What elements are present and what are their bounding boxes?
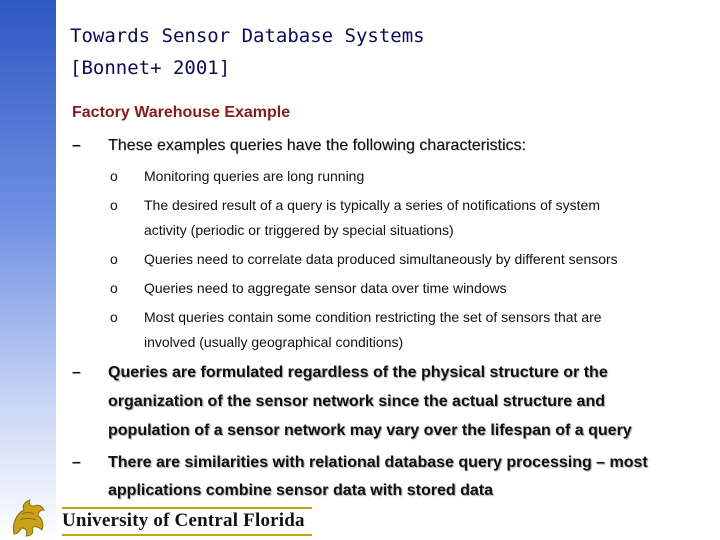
pegasus-icon bbox=[8, 498, 50, 538]
point-1-line-1: These examples queries have the following characteristics: bbox=[108, 137, 526, 154]
sub-bullet: o bbox=[110, 168, 118, 184]
subpoint-5-line-2: involved (usually geographical conditions) bbox=[144, 334, 404, 350]
title-line-2: [Bonnet+ 2001] bbox=[70, 57, 231, 79]
point-2-line-3: population of a sensor network may vary over the lifespan of a query bbox=[108, 422, 632, 439]
left-gradient-bar bbox=[0, 0, 56, 540]
sub-bullet: o bbox=[110, 197, 118, 213]
university-name: University of Central Florida bbox=[62, 510, 305, 531]
footer-logo bbox=[8, 496, 328, 540]
slide-title bbox=[70, 20, 690, 84]
dash-bullet: – bbox=[72, 364, 81, 381]
title-line-1: Towards Sensor Database Systems bbox=[70, 25, 425, 47]
sub-bullet: o bbox=[110, 309, 118, 325]
dash-bullet: – bbox=[72, 137, 81, 154]
subpoint-5-line-1: Most queries contain some condition restricting the set of sensors that are bbox=[144, 309, 602, 325]
point-3-line-1: There are similarities with relational database query processing – most bbox=[108, 454, 648, 471]
point-3-line-2: applications combine sensor data with stored data bbox=[108, 482, 493, 499]
subpoint-2-line-1: The desired result of a query is typically a series of notifications of system bbox=[144, 197, 600, 213]
subpoint-3-line-1: Queries need to correlate data produced simultaneously by different sensors bbox=[144, 251, 618, 267]
subpoint-2-line-2: activity (periodic or triggered by special situations) bbox=[144, 222, 454, 238]
subpoint-4-line-1: Queries need to aggregate sensor data over time windows bbox=[144, 280, 507, 296]
point-2-line-1: Queries are formulated regardless of the physical structure or the bbox=[108, 364, 608, 381]
subpoint-1-line-1: Monitoring queries are long running bbox=[144, 168, 365, 184]
point-2-line-2: organization of the sensor network since the actual structure and bbox=[108, 393, 605, 410]
sub-bullet: o bbox=[110, 280, 118, 296]
section-subtitle: Factory Warehouse Example bbox=[72, 104, 291, 121]
sub-bullet: o bbox=[110, 251, 118, 267]
logo-bottom-rule bbox=[62, 534, 312, 536]
dash-bullet: – bbox=[72, 454, 81, 471]
logo-top-rule bbox=[62, 507, 312, 509]
